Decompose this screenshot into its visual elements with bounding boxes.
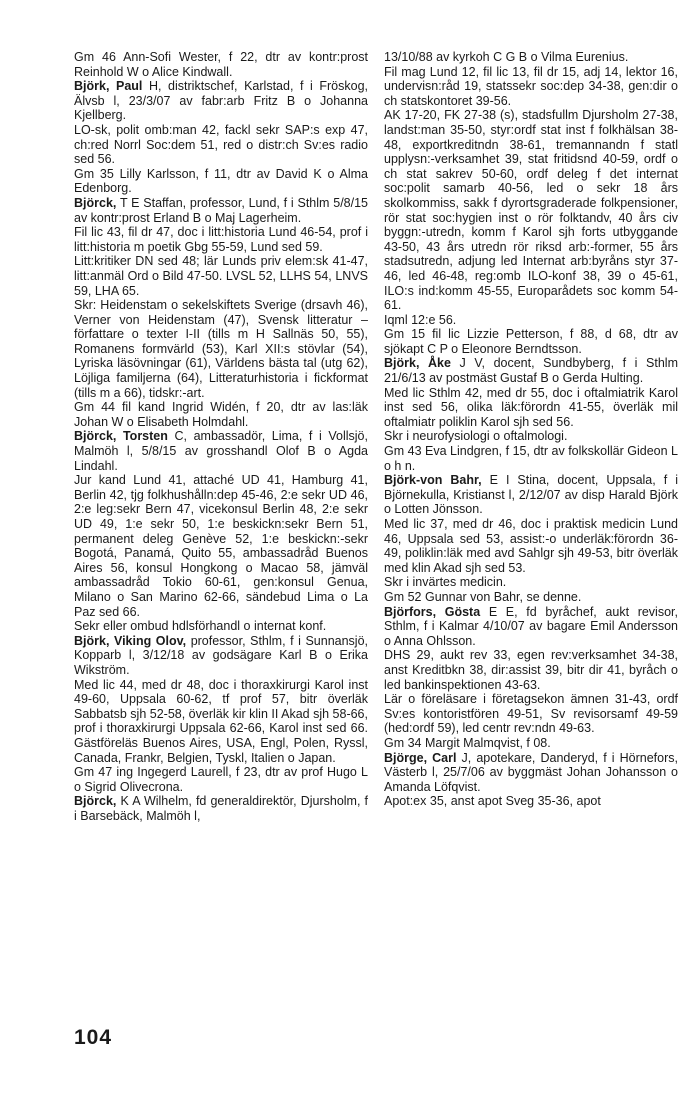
entry-text: J, apotekare, Danderyd, f i Hörnefors, Västerb l, 25/7/06 av byggmäst Johan Johansson o Amanda Löfqvist. [384,750,678,794]
biography-paragraph [384,692,678,736]
entry-text: Gm 44 fil kand Ingrid Widén, f 20, dtr av las:läk Johan W o Elisabeth Holmdahl. [74,400,368,429]
person-name: Björk, Åke [384,356,451,371]
entry-text: Litt:kritiker DN sed 48; lär Lunds priv elem:sk 41-47, litt:anmäl Ord o Bild 47-50. LVSL 52, LLHS 54, LNVS 59, LHA 65. [74,254,368,298]
entry-text: Gm 35 Lilly Karlsson, f 11, dtr av David K o Alma Edenborg. [74,166,368,196]
person-name: Björge, Carl [384,750,457,765]
biography-paragraph [384,648,678,692]
biography-paragraph [384,50,678,65]
biography-paragraph [74,50,368,79]
entry-text: 13/10/88 av kyrkoh C G B o Vilma Eurenius. [384,50,629,64]
entry-text: DHS 29, aukt rev 33, egen rev:verksamhet 34-38, anst Kreditbkn 38, dir:assist 39, bitr dir 41, byråch o led bankinspektionen 43-63. [384,648,678,692]
left-column [74,50,368,823]
entry-text: Gm 47 ing Ingegerd Laurell, f 23, dtr av prof Hugo L o Sigrid Olivecrona. [74,765,368,794]
biography-paragraph [384,575,678,590]
person-name: Björk, Viking Olov, [74,633,187,648]
entry-text: Apot:ex 35, anst apot Sveg 35-36, apot [384,794,601,809]
biography-entry-heading [74,794,368,823]
person-name: Björk-von Bahr, [384,473,482,488]
biography-paragraph [384,65,678,109]
entry-text: Lär o föreläsare i företagsekon ämnen 31-43, ordf Sv:es kontoristfören 49-51, Sv revisorsamf 49-59 (hed:ordf 59), led centr rev:ndn 49-63. [384,692,678,736]
biography-paragraph [384,736,678,751]
entry-text: Skr i neurofysiologi o oftalmologi. [384,429,568,444]
entry-text: K A Wilhelm, fd generaldirektör, Djursholm, f i Barsebäck, Malmöh l, [74,794,368,823]
biography-paragraph [74,765,368,794]
entry-text: Skr: Heidenstam o sekelskiftets Sverige (drsavh 46), Verner von Heidenstam (47), Svensk litteratur – författare o texter I-II (tills m H Sallnäs 50, 55), Romanens formvärld (53), Karl XII:s stövlar (54), Lyriska läsövningar (61), Världens bästa tal (utg 62), Löjliga familjerna (64), Litteraturhistoria i fickformat (tills m a 66), tidskr:-art. [74,298,368,400]
biography-paragraph [384,327,678,356]
right-column [384,50,678,809]
person-name: Björck, [74,195,117,210]
biography-entry-heading [384,356,678,385]
biography-entry-heading [74,634,368,678]
entry-text: J V, docent, Sundbyberg, f i Sthlm 21/6/13 av postmäst Gustaf B o Gerda Hulting. [384,356,678,386]
biography-paragraph [384,386,678,430]
entry-text: Iqml 12:e 56. [384,312,457,327]
entry-text: Fil mag Lund 12, fil lic 13, fil dr 15, adj 14, lektor 16, undervisn:råd 19, statssekr soc:dep 34-38, gen:dir o ch statskontoret 39-56. [384,64,678,108]
entry-text: Gm 52 Gunnar von Bahr, se denne. [384,589,582,604]
entry-text: E E, fd byråchef, aukt revisor, Sthlm, f i Kalmar 4/10/07 av bagare Emil Andersson o Anna Ohlsson. [384,604,678,648]
entry-text: C, ambassadör, Lima, f i Vollsjö, Malmöh l, 5/8/15 av grosshandl Olof B o Agda Lindahl. [74,429,368,473]
entry-text: Med lic 44, med dr 48, doc i thoraxkirurgi Karol inst 49-60, Uppsala 60-62, tf prof 57, bitr överläk Sabbatsb sjh 52-58, överläk kir klin II Akad sjh 58-66, prof i thoraxkirurgi Uppsala 62-66, Karol inst sed 66. Gästföreläs Buenos Aires, USA, Engl, Polen, Ryssl, Canada, Frankr, Belgien, Tyskl, Italien o Japan. [74,677,368,765]
biography-entry-heading [384,751,678,795]
biography-paragraph [384,517,678,575]
biography-paragraph [384,108,678,312]
biography-paragraph [74,225,368,254]
person-name: Björck, Torsten [74,429,168,444]
biography-entry-heading [74,79,368,123]
page-number: 104 [74,1026,113,1049]
entry-text: Jur kand Lund 41, attaché UD 41, Hamburg 41, Berlin 42, tjg folkhushålln:dep 45-46, 2:e sekr UD 46, 2:e leg:sekr Bern 47, vicekonsul Berlin 48, 2:e sekr UD 49, 1:e sekr 50, 1:e beskickn:sekr Bern 51, permanent deleg Genève 52, 1:e beskickn:-sekr Bogotá, Panamá, Quito 55, ambassadråd Buenos Aires 56, konsul Hongkong o Macao 58, jämväl ambassadråd Tokio 60-61, gen:konsul Genua, Milano o San Marino 62-66, sändebud Lima o La Paz sed 66. [74,473,368,619]
biography-entry-heading [384,473,678,517]
entry-text: professor, Sthlm, f i Sunnansjö, Kopparb l, 3/12/18 av godsägare Karl B o Erika Wikström. [74,633,368,677]
biography-paragraph [74,123,368,167]
entry-text: Fil lic 43, fil dr 47, doc i litt:historia Lund 46-54, prof i litt:historia m poetik Gbg 55-59, Lund sed 59. [74,225,368,254]
biography-paragraph [74,254,368,298]
biography-entry-heading [74,429,368,473]
biography-paragraph [384,794,678,809]
entry-text: H, distriktschef, Karlstad, f i Fröskog, Älvsb l, 23/3/07 av fabr:arb Fritz B o Johanna Kjellberg. [74,79,369,123]
biography-paragraph [384,444,678,473]
biography-paragraph [384,313,678,328]
person-name: Björck, [74,794,117,809]
biography-paragraph [74,473,368,619]
biography-paragraph [384,429,678,444]
entry-text: Gm 34 Margit Malmqvist, f 08. [384,735,551,750]
entry-text: Skr i invärtes medicin. [384,575,507,590]
biography-paragraph [74,400,368,429]
biography-entry-heading [384,605,678,649]
biography-paragraph [74,619,368,634]
entry-text: T E Staffan, professor, Lund, f i Sthlm 5/8/15 av kontr:prost Erland B o Maj Lagerheim. [74,195,368,225]
entry-text: LO-sk, polit omb:man 42, fackl sekr SAP:s exp 47, ch:red Norrl Soc:dem 51, red o distr:ch Sv:es radio sed 56. [74,122,368,167]
entry-text: Sekr eller ombud hdlsförhandl o internat konf. [74,619,327,634]
entry-text: Gm 43 Eva Lindgren, f 15, dtr av folkskollär Gideon L o h n. [384,444,678,473]
entry-text: Gm 46 Ann-Sofi Wester, f 22, dtr av kontr:prost Reinhold W o Alice Kindwall. [74,50,368,79]
biography-entry-heading [74,196,368,225]
entry-text: Med lic 37, med dr 46, doc i praktisk medicin Lund 46, Uppsala sed 53, assist:-o underläk:förordn 36-49, poliklin:läk med avd Sahlgr sjh 49-53, bitr överläk med klin Akad sjh sed 53. [384,517,678,575]
biography-paragraph [384,590,678,605]
biography-paragraph [74,678,368,766]
entry-text: AK 17-20, FK 27-38 (s), stadsfullm Djursholm 27-38, landst:man 35-50, styr:ordf stat inst f folkhälsan 38-48, exportkreditndn 38-61, tremannandn f statl upplysn:-verksamhet 39, stat fritidsnd 40-59, ordf o ch stat sakrev 50-60, ordf deleg f det internat soc:polit samarb 40-56, led o sekr 18 års skolkommiss, sakk f dyrortsgraderade folkpensioner, rör stat soc:hygien inst o rör folktandv, 40 års civ byggn:-utredn, komm f Karol sjh forts utbyggande 43-50, 43 års utredn rör riksd arb:-former, 55 års stadsutredn, adjung led Internat arb:byråns styr 37-46, led 46-48, reg:omb ILO-konf 38, 39 o 45-61, ILO:s ind:komm 45-55, Europarådets soc komm 54-61. [384,108,678,313]
entry-text: Med lic Sthlm 42, med dr 55, doc i oftalmiatrik Karol inst sed 56, olika läk:förordn 41-55, överläk mil oftalmiatr poliklin Karol sjh sed 56. [384,385,678,429]
person-name: Björk, Paul [74,79,143,94]
person-name: Björfors, Gösta [384,604,481,619]
entry-text: Gm 15 fil lic Lizzie Petterson, f 88, d 68, dtr av sjökapt C P o Eleonore Berndtsson. [384,327,678,356]
biography-paragraph [74,298,368,400]
entry-text: E I Stina, docent, Uppsala, f i Björnekulla, Kristianst l, 2/12/07 av disp Harald Björk o Lotten Jönsson. [384,473,678,517]
biography-paragraph [74,167,368,196]
